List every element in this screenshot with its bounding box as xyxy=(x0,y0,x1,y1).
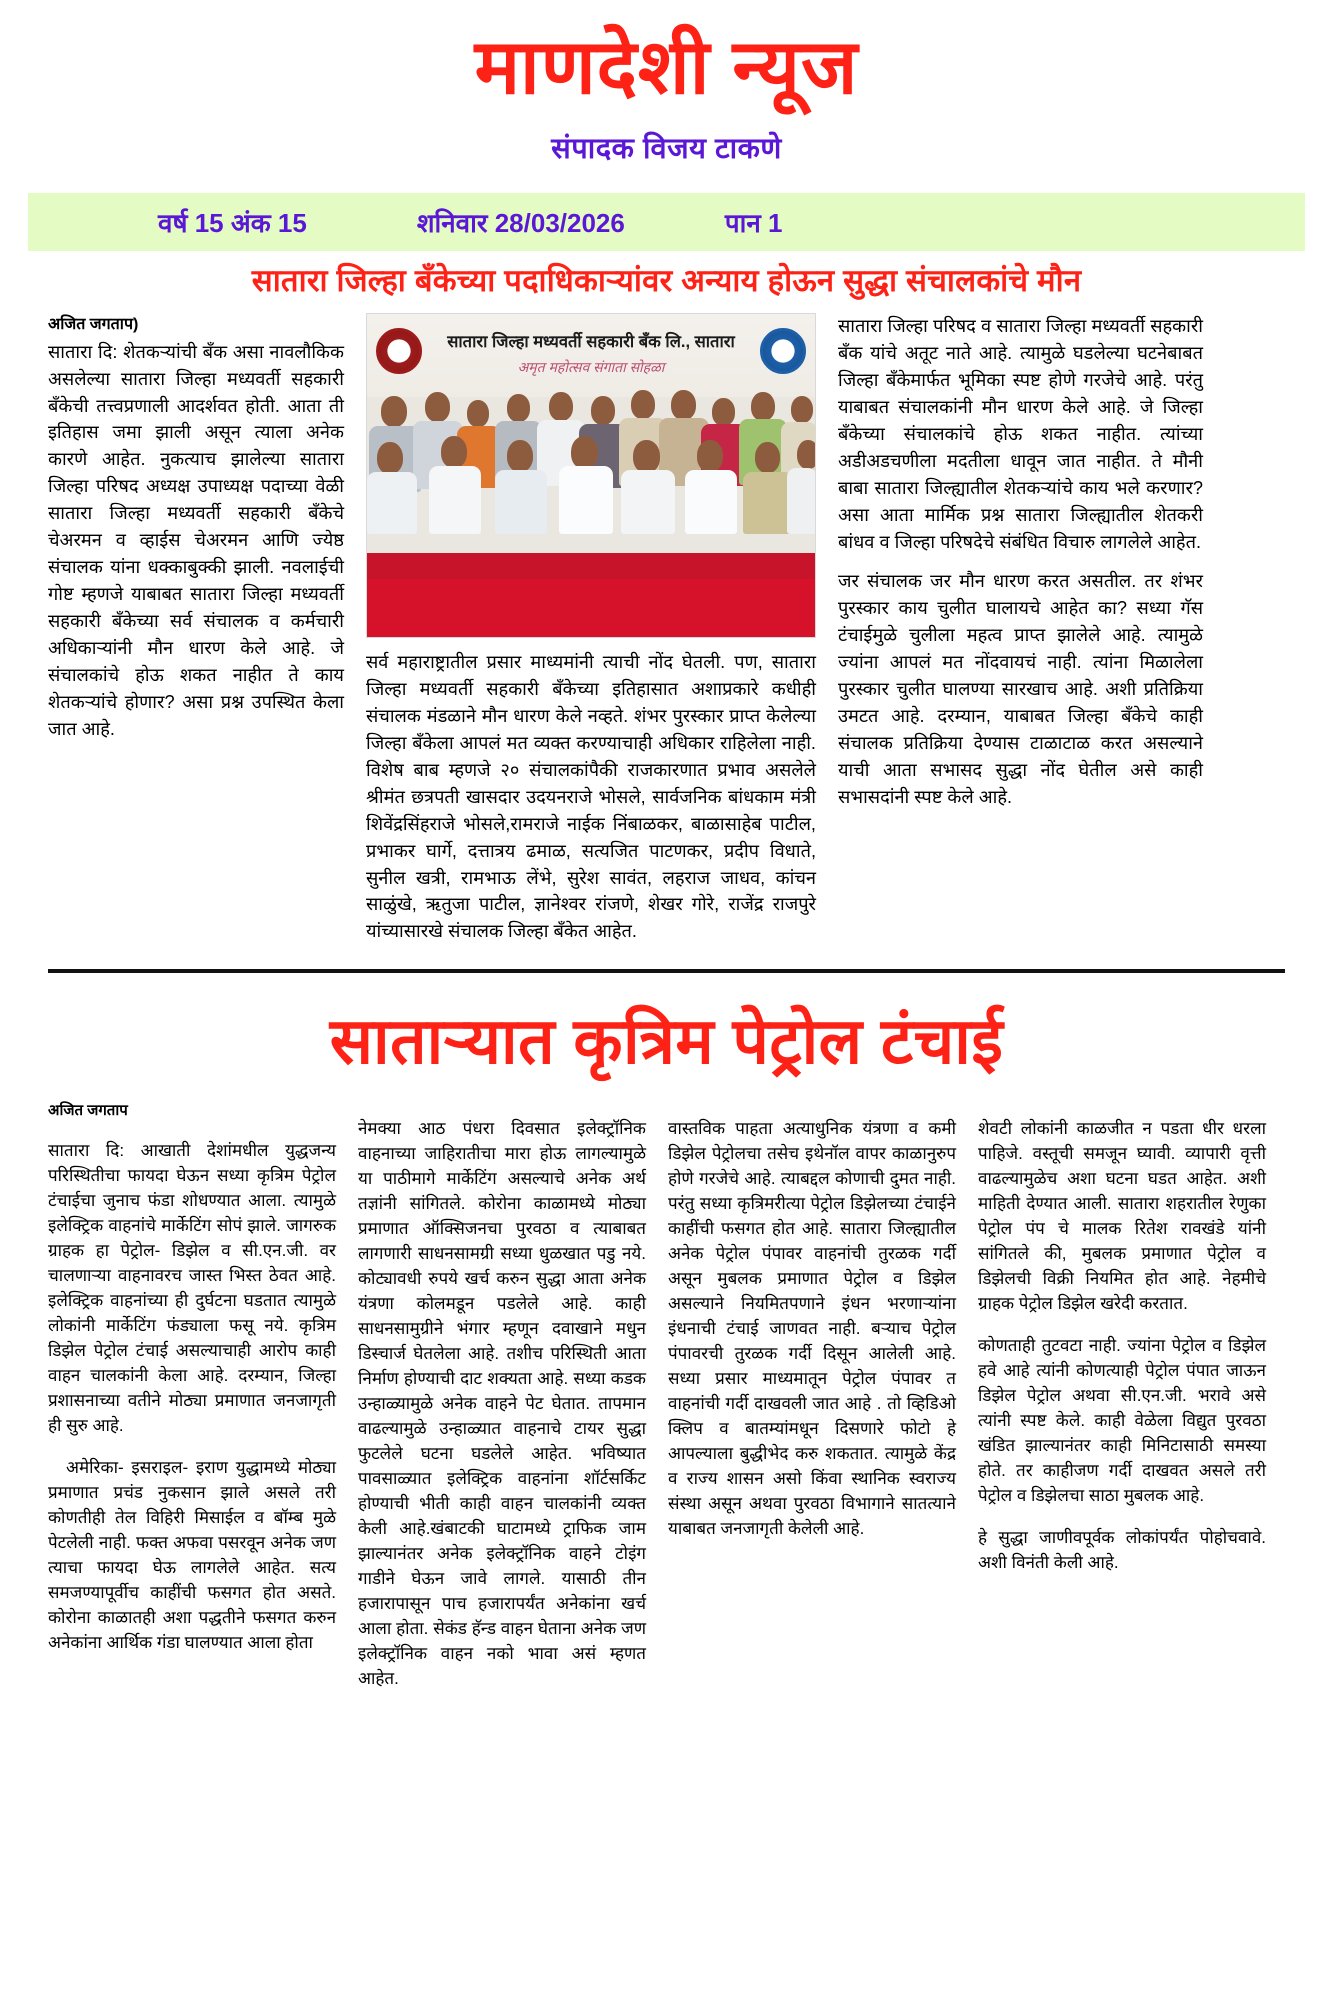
article1-col2-paragraph: सर्व महाराष्ट्रातील प्रसार माध्यमांनी त्याची नोंद घेतली. पण, सातारा जिल्हा मध्यवर्ती सहकारी बँकेच्या इतिहासात अशाप्रकारे कधीही संचालक मंडळाने मौन धारण केले नव्हते. शंभर पुरस्कार प्राप्त केलेल्या जिल्हा बँकेला आपलं मत व्यक्त करण्याचाही अधिकार राहिलेला नाही. विशेष बाब म्हणजे २० संचालकांपैकी राजकारणात प्रभाव असलेले श्रीमंत छत्रपती खासदार उदयनराजे भोसले, सार्वजनिक बांधकाम मंत्री शिवेंद्रसिंहराजे भोसले,रामराजे नाईक निंबाळकर, बाळासाहेब पाटील, प्रभाकर घार्गे, दत्तात्रय ढमाळ, सत्यजित पाटणकर, प्रदीप विधाते, सुनील खत्री, रामभाऊ लेंभे, सुरेश सावंत, लहराज जाधव, कांचन साळुंखे, ऋतुजा पाटील, ज्ञानेश्वर रांजणे, शेखर गोरे, राजेंद्र राजपुरे यांच्यासारखे संचालक जिल्हा बँकेत आहेत. xyxy=(366,652,816,942)
article1-column-2 xyxy=(366,313,816,945)
article1-col3-paragraph-2: जर संचालक जर मौन धारण करत असतील. तर शंभर पुरस्कार काय चुलीत घालायचे आहेत का? सध्या गॅस टंचाईमुळे चुलीला महत्व प्राप्त झालेले आहे. त्यामुळे ज्यांना आपलं मत नोंदवायचं नाही. त्यांना मिळालेला पुरस्कार चुलीत घालण्या सारखाच आहे. अशी प्रतिक्रिया उमटत आहे. दरम्यान, याबाबत जिल्हा बँकेचे काही संचालक प्रतिक्रिया देण्यास टाळाटाळ करत असल्याने याची आता सभासद सुद्धा नोंद घेतील असे काही सभासदांनी स्पष्ट केले आहे. xyxy=(838,571,1203,807)
masthead-title: माणदेशी न्यूज xyxy=(474,25,859,110)
issue-volume: वर्ष 15 अंक 15 xyxy=(158,208,307,238)
masthead-editor: संपादक विजय टाकणे xyxy=(551,133,782,165)
article2-col4-paragraph-1: शेवटी लोकांनी काळजीत न पडता धीर धरला पाहिजे. वस्तूची समजून घ्यावी. व्यापारी वृत्ती वाढल्यामुळेच अशा घटना घडत आहेत. अशी माहिती देण्यात आली. सातारा शहरातील रेणुका पेट्रोल पंप चे मालक रितेश रावखंडे यांनी सांगितले की, मुबलक प्रमाणात पेट्रोल व डिझेलची विक्री नियमित होत आहे. नेहमीचे ग्राहक पेट्रोल डिझेल खरेदी करतात. xyxy=(978,1119,1266,1314)
article2-byline: अजित जगताप xyxy=(48,1102,128,1120)
issue-banner xyxy=(28,193,1305,251)
photo-backdrop-banner xyxy=(367,314,815,397)
issue-page-number: पान 1 xyxy=(724,208,783,238)
photo-banner-text: सातारा जिल्हा मध्यवर्ती सहकारी बँक लि., सातारा xyxy=(447,333,735,351)
article1-col3-paragraph-1: सातारा जिल्हा परिषद व सातारा जिल्हा मध्यवर्ती सहकारी बँक यांचे अतूट नाते आहे. त्यामुळे घडलेल्या घटनेबाबत जिल्हा बँकेमार्फत भूमिका स्पष्ट होणे गरजेचे आहे. परंतु याबाबत संचालकांनी मौन धारण केले आहे. जे जिल्हा बँकेच्या संचालकांचे होऊ शकत नाहीत. त्यांच्या अडीअडचणीला मदतीला धावून जात नाहीत. ते मौनी बाबा सातारा जिल्ह्यातील शेतकऱ्यांचे काय भले करणार? असा आता मार्मिक प्रश्न सातारा जिल्ह्यातील शेतकरी बांधव व जिल्हा परिषदेचे संबंधित विचारु लागलेले आहेत. xyxy=(838,316,1203,552)
article1-byline: अजित जगताप) xyxy=(48,316,139,333)
article2-column-4 xyxy=(978,1100,1266,1593)
article1-body xyxy=(48,313,1285,945)
article2-col4-paragraph-2: कोणताही तुटवटा नाही. ज्यांना पेट्रोल व डिझेल हवे आहे त्यांनी कोणत्याही पेट्रोल पंपात जाऊन डिझेल पेट्रोल अथवा सी.एन.जी. भरावे असे त्यांनी स्पष्ट केले. काही वेळेला विद्युत पुरवठा खंडित झाल्यानंतर काही मिनिटासाठी समस्या होते. तर काहीजण गर्दी दाखवत असले तरी पेट्रोल व डिझेलचा साठा मुबलक आहे. xyxy=(978,1336,1266,1506)
issue-date: शनिवार 28/03/2026 xyxy=(416,208,625,238)
article2-col3-paragraph-1: वास्तविक पाहता अत्याधुनिक यंत्रणा व कमी डिझेल पेट्रोलचा तसेच इथेनॉल वापर काळानुरुप होणे गरजेचे आहे. त्याबद्दल कोणाची दुमत नाही. परंतु सध्या कृत्रिमरीत्या पेट्रोल डिझेलच्या टंचाईने काहींची फसगत होत आहे. सातारा जिल्ह्यातील अनेक पेट्रोल पंपावर वाहनांची तुरळक गर्दी असून मुबलक प्रमाणात पेट्रोल व डिझेल असल्याने नियमितपणाने इंधन भरणाऱ्यांना इंधनाची टंचाई जाणवत नाही. बऱ्याच पेट्रोल पंपावरची तुरळक गर्दी दिसून आलेली आहे. सध्या प्रसार माध्यमातून पेट्रोल पंपावर त वाहनांची गर्दी दाखवली जात आहे . तो व्हिडिओ क्लिप व बातम्यांमधून दिसणारे फोटो हे आपल्याला बुद्धीभेद करु शकतात. त्यामुळे केंद्र व राज्य शासन असो किंवा स्थानिक स्वराज्य संस्था असून अथवा पुरवठा विभागाने सातत्याने याबाबत जनजागृती केलेली आहे. xyxy=(668,1119,956,1539)
article2-column-2 xyxy=(358,1100,646,1709)
article1-photo xyxy=(366,313,816,638)
article2-headline: साताऱ्यात कृत्रिम पेट्रोल टंचाई xyxy=(329,1005,1004,1078)
article1-headline: सातारा जिल्हा बँकेच्या पदाधिकाऱ्यांवर अन्याय होऊन सुद्धा संचालकांचे मौन xyxy=(251,263,1082,298)
article2-body xyxy=(48,1100,1285,1709)
article2-col2-paragraph-1: नेमक्या आठ पंधरा दिवसात इलेक्ट्रॉनिक वाहनाच्या जाहिरातीचा मारा होऊ लागल्यामुळे या पाठीमागे मार्केटिंग असल्याचे अनेक अर्थ तज्ञांनी सांगितले. कोरोना काळामध्ये मोठ्या प्रमाणात ऑक्सिजनचा पुरवठा व त्याबाबत लागणारी साधनसामग्री सध्या धुळखात पडु नये. कोट्यावधी रुपये खर्च करुन सुद्धा आता अनेक यंत्रणा कोलमडून पडलेले आहे. काही साधनसामुग्रीने भंगार म्हणून दवाखाने मधुन डिस्चार्ज घेतलेला आहे. तशीच परिस्थिती आता निर्माण होण्याची दाट शक्यता आहे. सध्या कडक उन्हाळ्यामुळे अनेक वाहने पेट घेतात. तापमान वाढल्यामुळे उन्हाळ्यात वाहनाचे टायर सुद्धा फुटलेले घटना घडलेले आहेत. भविष्यात पावसाळ्यात इलेक्ट्रिक वाहनांना शॉर्टसर्किट होण्याची भीती काही वाहन चालकांनी व्यक्त केली आहे.खंबाटकी घाटामध्ये ट्राफिक जाम झाल्यानंतर अनेक इलेक्ट्रॉनिक वाहने टोइंग गाडीने घेऊन जावे लागले. यासाठी तीन हजारापासून पाच हजारापर्यंत अनेकांना खर्च आला होता. सेकंड हॅन्ड वाहन घेताना अनेक जण इलेक्ट्रॉनिक वाहन नको भावा असं म्हणत आहेत. xyxy=(358,1119,646,1688)
section-divider xyxy=(48,969,1285,973)
photo-banner-subtext: अमृत महोत्सव संगाता सोहळा xyxy=(517,359,665,375)
article2-col1-paragraph-2: अमेरिका- इसराइल- इराण युद्धामध्ये मोठ्या प्रमाणात प्रचंड नुकसान झाले असले तरी कोणतीही तेल विहिरी मिसाईल व बॉम्ब मुळे पेटलेली नाही. फक्त अफवा पसरवून अनेक जण त्याचा फायदा घेऊ लागलेले आहेत. सत्य समजण्यापूर्वीच काहींची फसगत होत असते. कोरोना काळातही अशा पद्धतीने फसगत करुन अनेकांना आर्थिक गंडा घालण्यात आला होता xyxy=(48,1458,336,1653)
photo-stage-floor xyxy=(367,553,815,579)
photo-people-group xyxy=(367,386,815,561)
article1-col1-paragraph: सातारा दि: शेतकऱ्यांची बँक असा नावलौकिक असलेल्या सातारा जिल्हा मध्यवर्ती सहकारी बँकेची तत्त्वप्रणाली आदर्शवत होती. आता ती इतिहास जमा झाली असून त्याला अनेक कारणे आहेत. नुकत्याच झालेल्या सातारा जिल्हा परिषद अध्यक्ष उपाध्यक्ष पदाच्या वेळी सातारा जिल्हा मध्यवर्ती सहकारी बँकेचे चेअरमन व व्हाईस चेअरमन आणि ज्येष्ठ संचालक यांना धक्काबुक्की झाली. नवलाईची गोष्ट म्हणजे याबाबत सातारा जिल्हा मध्यवर्ती सहकारी बँकेच्या सर्व संचालक व कर्मचारी अधिकाऱ्यांनी मौन धारण केले आहे. जे संचालकांचे होऊ शकत नाहीत ते काय शेतकऱ्यांचे होणार? असा प्रश्न उपस्थित केला जात आहे. xyxy=(48,341,344,739)
photo-stage-front xyxy=(367,579,815,637)
article2-col4-paragraph-3: हे सुद्धा जाणीवपूर्वक लोकांपर्यंत पोहोचवावे. अशी विनंती केली आहे. xyxy=(978,1528,1266,1573)
article2-column-1 xyxy=(48,1100,336,1673)
article2-column-3 xyxy=(668,1100,956,1559)
article1-column-1 xyxy=(48,313,344,743)
masthead xyxy=(0,0,1333,167)
article1-column-3 xyxy=(838,313,1203,811)
article2-col1-paragraph-1: सातारा दि: आखाती देशांमधील युद्धजन्य परिस्थितीचा फायदा घेऊन सध्या कृत्रिम पेट्रोल टंचाईचा जुनाच फंडा शोधण्यात आला. त्यामुळे इलेक्ट्रिक वाहनांचे मार्केटिंग सोपं झाले. जागरुक ग्राहक हा पेट्रोल- डिझेल व सी.एन.जी. वर चालणाऱ्या वाहनावरच जास्त भिस्त ठेवत आहे. इलेक्ट्रिक वाहनांच्या ही दुर्घटना घडतात त्यामुळे लोकांनी मार्केटिंग फंड्याला फसू नये. कृत्रिम डिझेल पेट्रोल टंचाई असल्याचाही आरोप काही वाहन चालकांनी केला आहे. दरम्यान, जिल्हा प्रशासनाच्या वतीने मोठ्या प्रमाणात जनजागृती ही सुरु आहे. xyxy=(48,1141,336,1436)
